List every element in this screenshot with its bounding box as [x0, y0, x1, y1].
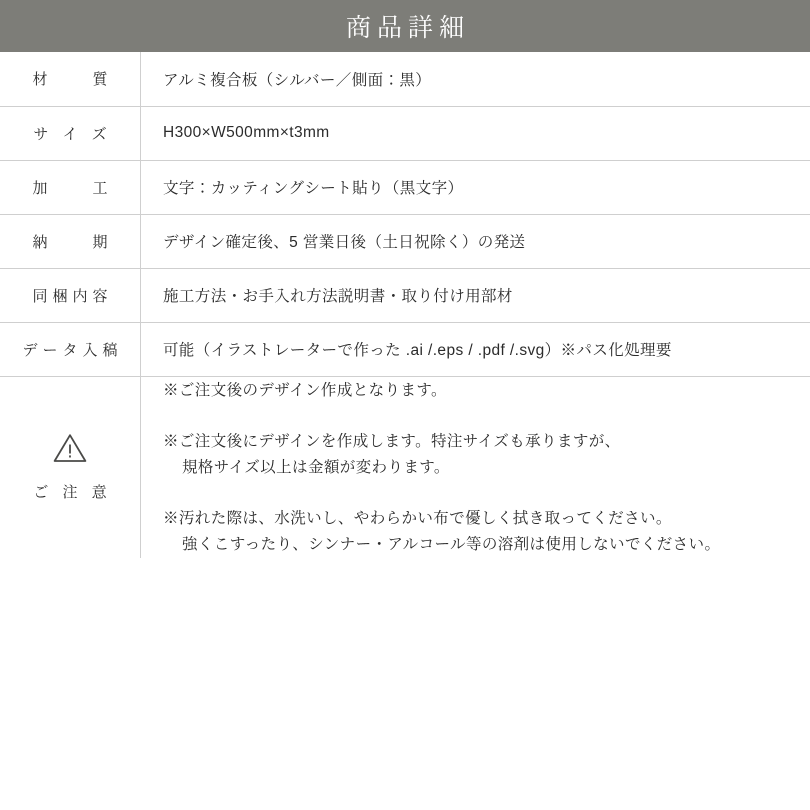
spec-label-delivery: 納 期 [0, 214, 141, 268]
spec-value-package-contents: 施工方法・お手入れ方法説明書・取り付け用部材 [141, 268, 810, 322]
warning-triangle-icon [53, 433, 87, 463]
spec-label-size: サ イ ズ [0, 106, 141, 160]
table-row [0, 268, 810, 322]
caution-note-line: ※ご注文後にデザインを作成します。特注サイズも承りますが、 [163, 433, 621, 451]
page-title: 商品詳細 [345, 14, 470, 42]
table-row [0, 160, 810, 214]
caution-note-line: ※ご注文後のデザイン作成となります。 [163, 381, 447, 399]
spec-label-data-submission: データ入稿 [0, 322, 141, 376]
spec-value-data-submission: 可能（イラストレーターで作った .ai /.eps / .pdf /.svg）※パス化処理要 [141, 322, 810, 376]
spec-value-processing: 文字：カッティングシート貼り（黒文字） [141, 160, 810, 214]
spec-table [0, 52, 810, 558]
caution-note-line: ※汚れた際は、水洗いし、やわらかい布で優しく拭き取ってください。 [163, 510, 672, 528]
spec-value-delivery: デザイン確定後、5 営業日後（土日祝除く）の発送 [141, 214, 810, 268]
spec-label-processing: 加 工 [0, 160, 141, 214]
table-row [0, 52, 810, 106]
table-row-caution [0, 376, 810, 558]
caution-notes-cell [141, 376, 810, 558]
caution-note-line: 強くこすったり、シンナー・アルコール等の溶剤は使用しないでください。 [182, 535, 721, 553]
spec-label-material: 材 質 [0, 52, 141, 106]
table-row [0, 214, 810, 268]
table-row [0, 106, 810, 160]
spec-value-material: アルミ複合板（シルバー／側面：黒） [141, 52, 810, 106]
caution-note [163, 378, 800, 404]
caution-label-cell [0, 376, 141, 558]
caution-note-line: 規格サイズ以上は金額が変わります。 [182, 458, 450, 476]
table-row [0, 322, 810, 376]
caution-note [163, 506, 800, 557]
header-bar [0, 0, 810, 52]
spec-value-size: H300×W500mm×t3mm [141, 106, 810, 160]
caution-note [163, 429, 800, 480]
spec-label-package-contents: 同梱内容 [0, 268, 141, 322]
caution-label: ご 注 意 [33, 483, 112, 501]
